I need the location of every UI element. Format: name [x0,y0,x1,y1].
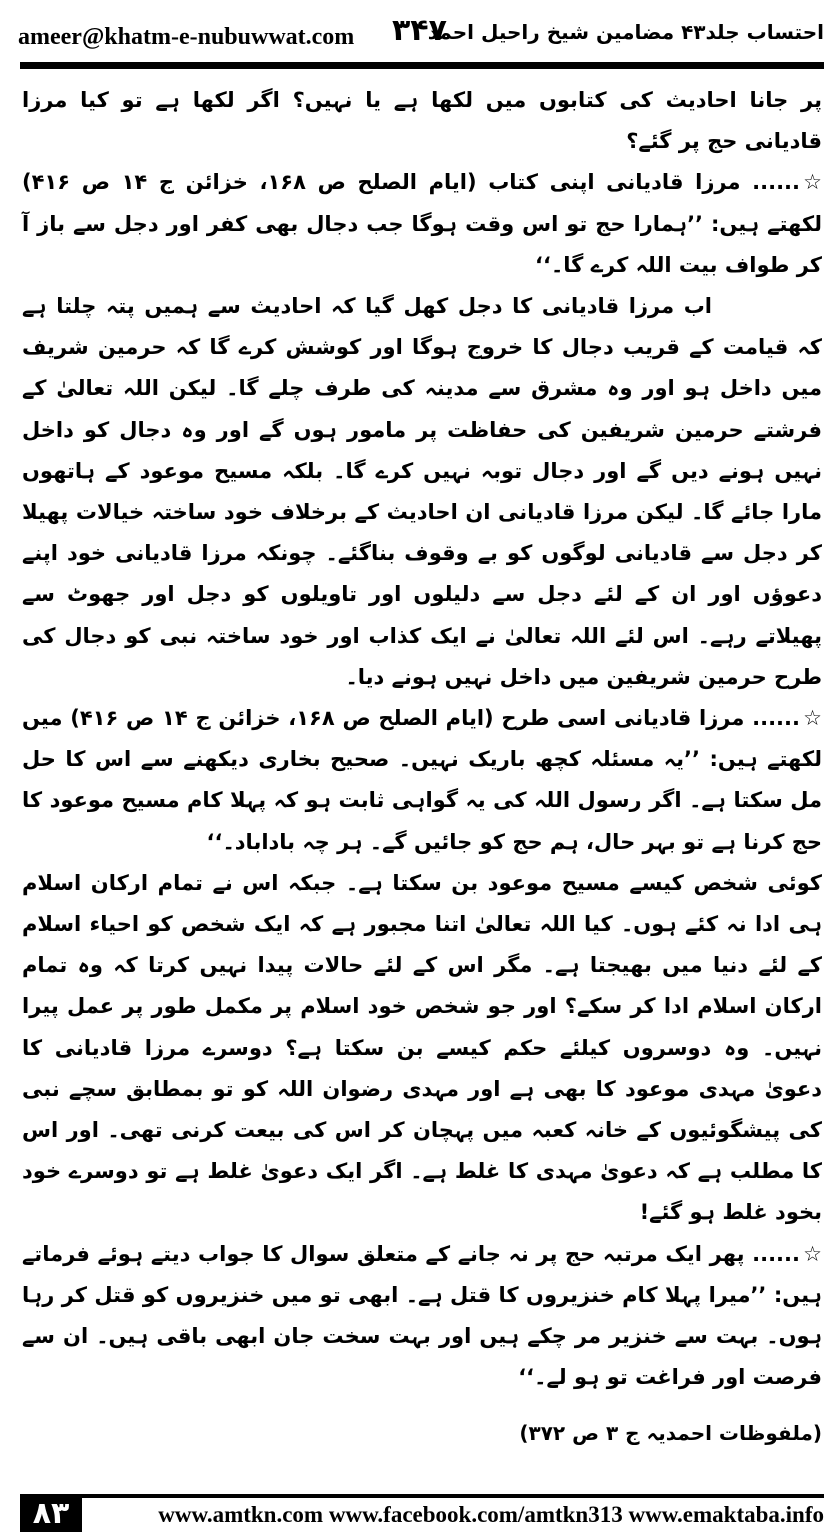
header-page-number: ۳۴۷ [392,13,447,48]
footer-links[interactable]: www.amtkn.com www.facebook.com/amtkn313 www.emaktaba.info [158,1502,824,1527]
header-rule [20,62,824,69]
paragraph-2 [22,162,822,286]
header-email[interactable]: ameer@khatm-e-nubuwwat.com [18,24,355,50]
star-icon: ☆ [803,1241,822,1266]
star-icon: ☆ [803,706,822,731]
paragraph-6-text: ...... پھر ایک مرتبہ حج پر نہ جانے کے متعلق سوال کا جواب دیتے ہوئے فرماتے ہیں: ’’میرا پہلا کام خنزیروں کا قتل ہے۔ ابھی تو میں خنزیروں کو قتل کر رہا ہوں۔ بہت سے خنزیر مر چکے ہیں اور بہت سخت جان ابھی باقی ہیں۔ ان سے فرصت اور فراغت تو ہو لے۔‘‘ [22,1241,822,1390]
paragraph-6 [22,1234,822,1399]
paragraph-4 [22,698,822,863]
footer-page-number: ۸۳ [20,1494,82,1532]
paragraph-2-text: ...... مرزا قادیانی اپنی کتاب (ایام الصلح ص ۱۶۸، خزائن ج ۱۴ ص ۴۱۶) لکھتے ہیں: ’’ہمارا حج تو اس وقت ہوگا جب دجال بھی کفر اور دجل سے باز آ کر طواف بیت اللہ کرے گا۔‘‘ [22,170,822,277]
star-icon: ☆ [803,170,822,195]
paragraph-4-text: ...... مرزا قادیانی اسی طرح (ایام الصلح ص ۱۶۸، خزائن ج ۱۴ ص ۴۱۶) میں لکھتے ہیں: ’’یہ مسئلہ کچھ باریک نہیں۔ صحیح بخاری دیکھنے سے اس کا حل مل سکتا ہے۔ اگر رسول اللہ کی یہ گواہی ثابت ہو کہ پہلا کام مسیح موعود کا حج کرنا ہے تو بہر حال، ہم حج کو جائیں گے۔ ہر چہ باداباد۔‘‘ [22,706,822,854]
paragraph-1: پر جانا احادیث کی کتابوں میں لکھا ہے یا نہیں؟ اگر لکھا ہے تو کیا مرزا قادیانی حج پر گئے؟ [22,88,822,154]
paragraph-3: اب مرزا قادیانی کا دجل کھل گیا کہ احادیث سے ہمیں پتہ چلتا ہے کہ قیامت کے قریب دجال کا خروج ہوگا اور کوشش کرے گا کہ حرمین شریف میں داخل ہو اور وہ مشرق سے مدینہ کی طرف چلے گا۔ لیکن اللہ تعالیٰ کے فرشتے حرمین شریفین کی حفاظت پر مامور ہوں گے اور وہ دجال کو داخل نہیں ہونے دیں گے اور دجال توبہ نہیں کرے گا۔ بلکہ مسیح موعود کے ہاتھوں مارا جائے گا۔ لیکن مرزا قادیانی ان احادیث کے برخلاف خود ساختہ خیالات پھیلا کر دجل سے قادیانی لوگوں کو بے وقوف بناگئے۔ چونکہ مرزا قادیانی خود اپنے دعوؤں اور ان کے لئے دجل سے دلیلوں اور تاویلوں کو دجل اور جھوٹ سے پھیلاتے رہے۔ اس لئے اللہ تعالیٰ نے ایک کذاب اور خود ساختہ نبی کو دجال کی طرح حرمین شریفین میں داخل نہیں ہونے دیا۔ [22,294,822,689]
header-title: احتساب جلد۴۳ مضامین شیخ راحیل احمد [427,20,824,44]
page-footer [20,1494,824,1534]
page-header [12,14,824,58]
body-text [22,80,822,1445]
paragraph-5: کوئی شخص کیسے مسیح موعود بن سکتا ہے۔ جبکہ اس نے تمام ارکان اسلام ہی ادا نہ کئے ہوں۔ کیا اللہ تعالیٰ اتنا مجبور ہے کہ ایک شخص کو احیاء اسلام کے لئے دنیا میں بھیجتا ہے۔ مگر اس کے لئے حالات پیدا نہیں کرتا کہ وہ تمام ارکان اسلام ادا کر سکے؟ اور جو شخص خود اسلام پر مکمل طور پر عمل پیرا نہیں۔ وہ دوسروں کیلئے حکم کیسے بن سکتا ہے؟ دوسرے مرزا قادیانی کا دعویٰ مہدی موعود کا بھی ہے اور مہدی رضوان اللہ کو تو بمطابق سچے نبی کی پیشگوئیوں کے خانہ کعبہ میں پہچان کر اس کی بیعت کرنی تھی۔ اور اس کا مطلب ہے کہ دعویٰ مہدی کا غلط ہے۔ اگر ایک دعویٰ غلط ہے تو دوسرے خود بخود غلط ہو گئے! [22,870,822,1225]
reference: (ملفوظات احمدیہ ج ۳ ص ۳۷۲) [519,1420,822,1445]
footer-rule [82,1494,824,1498]
